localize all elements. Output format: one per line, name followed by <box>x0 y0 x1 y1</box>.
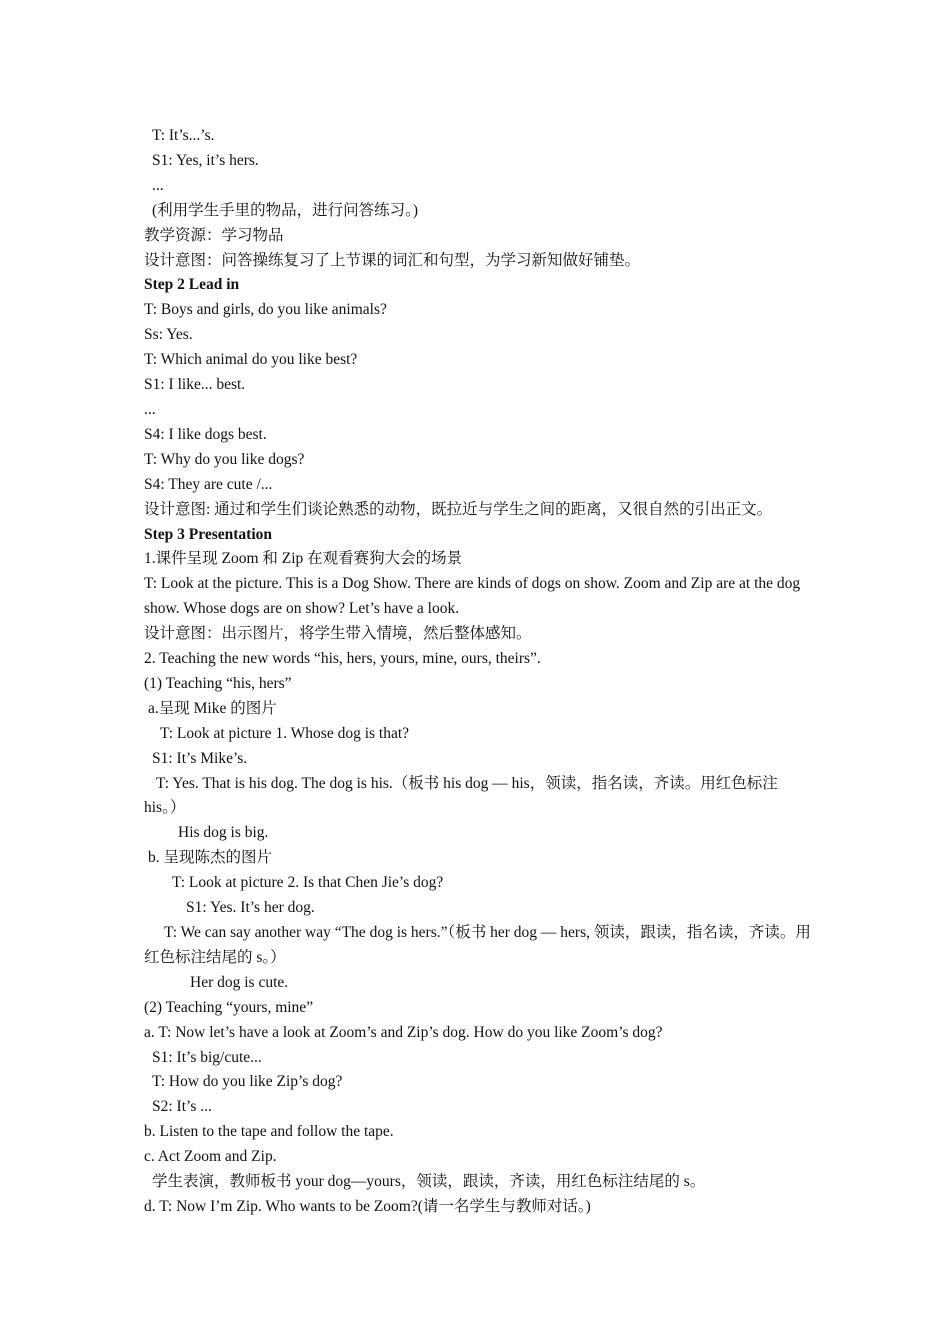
text-line: 教学资源：学习物品 <box>144 226 284 244</box>
text-paragraph: T: Yes. That is his dog. The dog is his.（板书 his dog — his，领读，指名读，齐读。用红色标注 his。） <box>144 774 782 817</box>
text-line: 1.课件呈现 Zoom 和 Zip 在观看赛狗大会的场景 <box>144 550 463 568</box>
text-line: a. T: Now let’s have a look at Zoom’s and Zip’s dog. How do you like Zoom’s dog? <box>144 1023 663 1041</box>
text-line: T: Look at picture 2. Is that Chen Jie’s dog? <box>172 874 444 892</box>
text-line: S4: I like dogs best. <box>144 425 267 443</box>
text-line: (利用学生手里的物品，进行问答练习。) <box>152 201 419 219</box>
section-heading: Step 3 Presentation <box>144 525 273 543</box>
text-line: b. 呈现陈杰的图片 <box>148 849 273 867</box>
text-line: T: Look at picture 1. Whose dog is that? <box>160 724 410 742</box>
text-line: (1) Teaching “his, hers” <box>144 674 292 692</box>
text-line: T: How do you like Zip’s dog? <box>152 1073 343 1091</box>
text-line: T: Why do you like dogs? <box>144 450 305 468</box>
text-line: S2: It’s ... <box>152 1098 212 1116</box>
text-line: S4: They are cute /... <box>144 475 273 493</box>
text-line: b. Listen to the tape and follow the tape. <box>144 1123 394 1141</box>
text-line: (2) Teaching “yours, mine” <box>144 998 314 1016</box>
text-line: S1: Yes, it’s hers. <box>152 151 259 169</box>
text-paragraph: T: Look at the picture. This is a Dog Show. There are kinds of dogs on show. Zoom and Zip are at the dog show. Whose dogs are on show? Let’s have a look. <box>144 575 804 618</box>
text-line: a.呈现 Mike 的图片 <box>148 699 277 717</box>
text-line: ... <box>152 176 164 194</box>
text-line: T: Which animal do you like best? <box>144 351 358 369</box>
text-line: Ss: Yes. <box>144 326 193 344</box>
text-line: 设计意图: 通过和学生们谈论熟悉的动物，既拉近与学生之间的距离，又很自然的引出正文。 <box>144 500 773 518</box>
text-line: T: Boys and girls, do you like animals? <box>144 301 387 319</box>
text-line: ... <box>144 400 156 418</box>
text-line: 设计意图：出示图片，将学生带入情境，然后整体感知。 <box>144 625 532 643</box>
text-line: Her dog is cute. <box>190 973 289 991</box>
text-line: d. T: Now I’m Zip. Who wants to be Zoom?(请一名学生与教师对话。) <box>144 1197 591 1215</box>
text-line: c. Act Zoom and Zip. <box>144 1148 277 1166</box>
text-line: S1: Yes. It’s her dog. <box>186 899 315 917</box>
text-line: 2. Teaching the new words “his, hers, yours, mine, ours, theirs”. <box>144 650 541 668</box>
text-line: 学生表演，教师板书 your dog—yours，领读，跟读，齐读，用红色标注结尾的 s。 <box>152 1173 706 1191</box>
text-line: S1: I like... best. <box>144 376 246 394</box>
text-line: T: It’s...’s. <box>152 127 215 144</box>
text-line: S1: It’s Mike’s. <box>152 749 248 767</box>
text-line: 设计意图：问答操练复习了上节课的词汇和句型，为学习新知做好铺垫。 <box>144 251 641 269</box>
section-heading: Step 2 Lead in <box>144 276 240 294</box>
text-paragraph: T: We can say another way “The dog is hers.”（板书 her dog — hers, 领读，跟读，指名读，齐读。用红色标注结尾的 s。） <box>144 924 811 966</box>
text-line: His dog is big. <box>178 824 269 842</box>
text-line: S1: It’s big/cute... <box>152 1048 262 1066</box>
